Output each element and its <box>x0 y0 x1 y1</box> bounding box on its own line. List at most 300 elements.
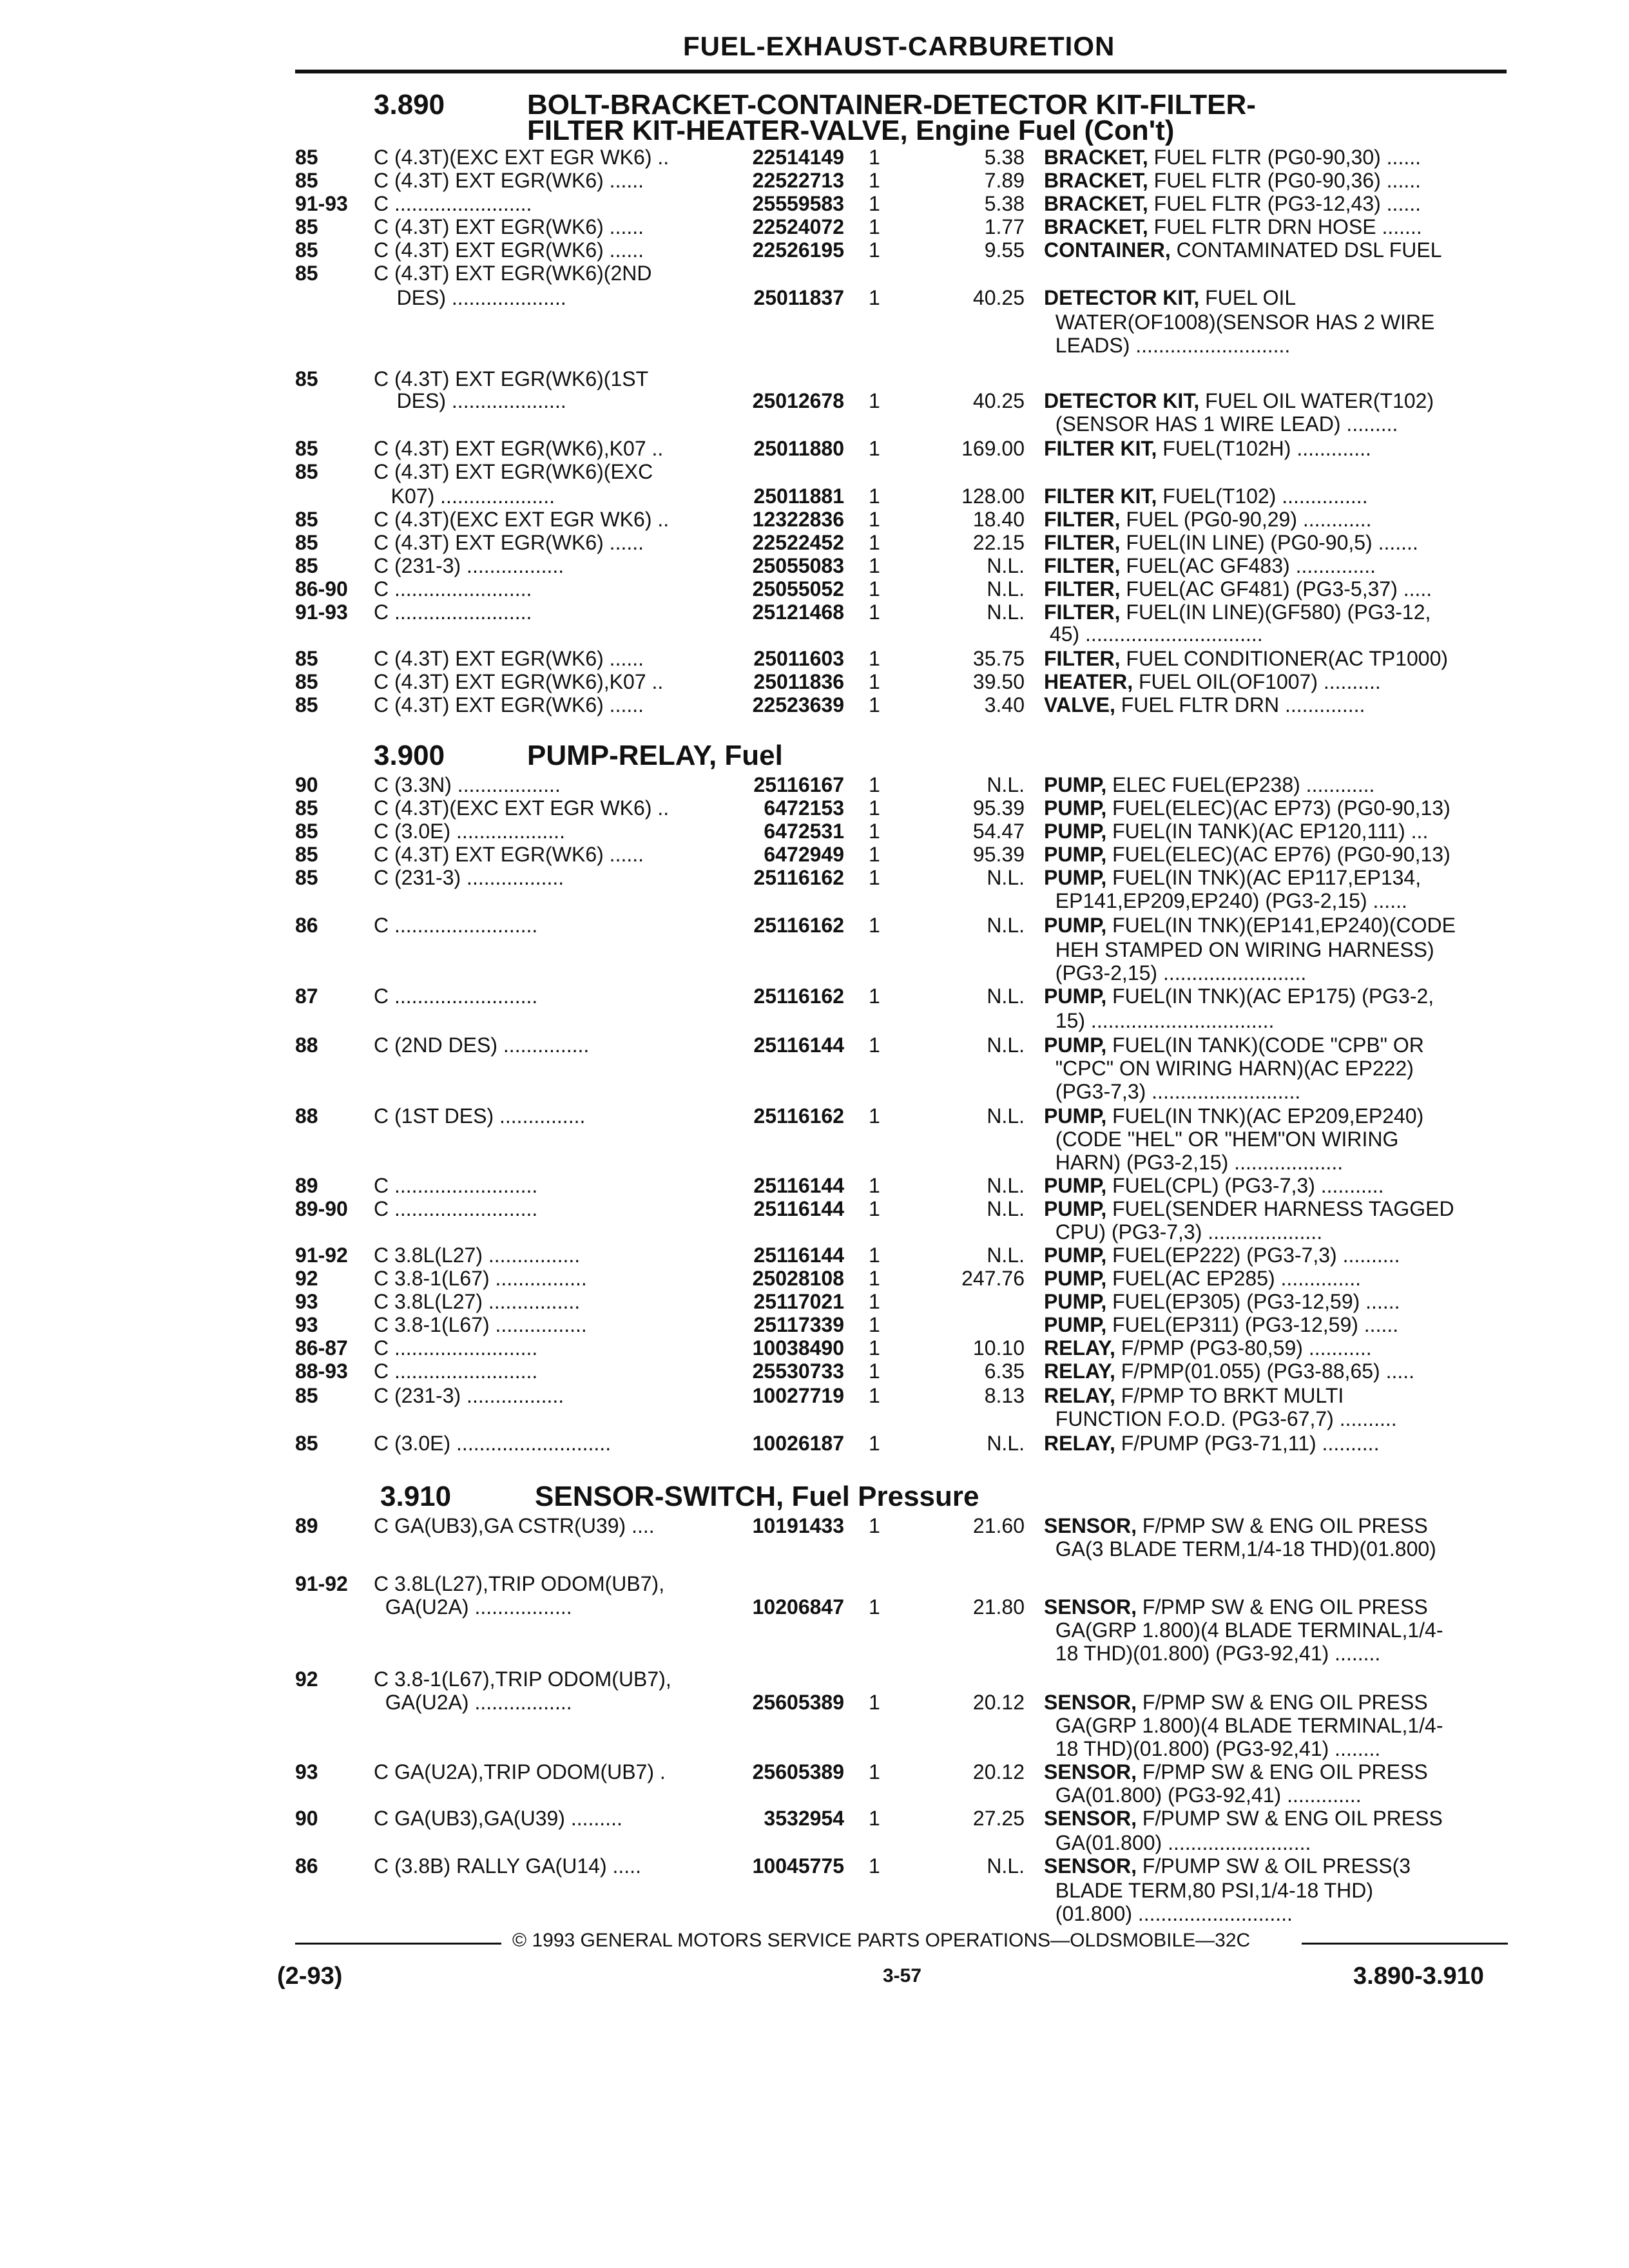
description-keyword: PUMP, <box>1044 914 1107 937</box>
quantity-cell: 1 <box>869 1760 880 1783</box>
application-cell: C (4.3T)(EXC EXT EGR WK6) .. <box>374 796 670 820</box>
application-cell: C (4.3T) EXT EGR(WK6)(2ND <box>374 262 652 285</box>
quantity-cell: 1 <box>869 554 880 577</box>
application-cell: C 3.8-1(L67) ................ <box>374 1313 587 1336</box>
part-number-cell: 25116167 <box>753 773 844 796</box>
description-keyword: PUMP, <box>1044 1313 1107 1336</box>
part-number-cell: 22524072 <box>752 215 844 238</box>
quantity-cell: 1 <box>869 1514 880 1537</box>
description-text: CONTAMINATED DSL FUEL <box>1170 238 1442 262</box>
year-cell: 90 <box>295 773 318 796</box>
description-text: FUEL(T102H) ............. <box>1157 437 1371 460</box>
quantity-cell: 1 <box>869 169 880 192</box>
description-keyword: SENSOR, <box>1044 1691 1137 1714</box>
price-cell: 1.77 <box>984 215 1025 238</box>
description-cell <box>1044 1737 1508 1760</box>
application-cell: C GA(UB3),GA CSTR(U39) .... <box>374 1514 655 1537</box>
description-cell <box>1044 1432 1508 1455</box>
description-text: GA(GRP 1.800)(4 BLADE TERMINAL,1/4- <box>1044 1619 1443 1642</box>
description-cell <box>1044 1151 1508 1174</box>
description-keyword: PUMP, <box>1044 866 1107 889</box>
description-keyword: FILTER, <box>1044 508 1121 531</box>
footer-rule-right <box>1302 1943 1508 1945</box>
year-cell: 92 <box>295 1267 318 1290</box>
description-cell <box>1044 146 1508 169</box>
year-cell: 91-93 <box>295 601 348 624</box>
price-cell: 54.47 <box>972 820 1025 843</box>
description-keyword: BRACKET, <box>1044 192 1148 215</box>
section-title-1: BOLT-BRACKET-CONTAINER-DETECTOR KIT-FILTER- <box>527 89 1256 120</box>
description-keyword: RELAY, <box>1044 1336 1115 1360</box>
description-cell <box>1044 796 1508 820</box>
year-cell: 90 <box>295 1807 318 1830</box>
quantity-cell: 1 <box>869 286 880 309</box>
description-cell <box>1044 1220 1508 1244</box>
part-number-cell: 25116144 <box>753 1174 844 1197</box>
description-text: FUNCTION F.O.D. (PG3-67,7) .......... <box>1044 1407 1397 1430</box>
price-cell: N.L. <box>987 601 1025 624</box>
description-cell <box>1044 1080 1508 1103</box>
description-cell <box>1044 1267 1508 1290</box>
description-text: FUEL(IN TANK)(AC EP120,111) ... <box>1106 820 1429 843</box>
description-text: F/PUMP SW & ENG OIL PRESS <box>1137 1807 1443 1830</box>
price-cell: N.L. <box>987 914 1025 937</box>
description-cell <box>1044 1854 1508 1878</box>
price-cell: 39.50 <box>972 670 1025 693</box>
quantity-cell: 1 <box>869 146 880 169</box>
part-number-cell: 3532954 <box>764 1807 844 1830</box>
price-cell: N.L. <box>987 1033 1025 1057</box>
part-number-cell: 25011881 <box>753 485 844 508</box>
description-text: FUEL(IN TNK)(AC EP117,EP134, <box>1106 866 1422 889</box>
quantity-cell: 1 <box>869 238 880 262</box>
part-number-cell: 25116144 <box>753 1033 844 1057</box>
quantity-cell: 1 <box>869 437 880 460</box>
description-keyword: PUMP, <box>1044 773 1107 796</box>
description-text: FUEL(ELEC)(AC EP73) (PG0-90,13) <box>1106 796 1451 820</box>
part-number-cell: 10206847 <box>752 1595 844 1619</box>
year-cell: 93 <box>295 1760 318 1783</box>
application-cell: C 3.8-1(L67),TRIP ODOM(UB7), <box>374 1667 671 1691</box>
price-cell: 3.40 <box>984 693 1025 716</box>
quantity-cell: 1 <box>869 1384 880 1407</box>
description-cell <box>1044 1360 1508 1383</box>
description-text: F/PMP (PG3-80,59) ........... <box>1115 1336 1372 1360</box>
application-cell: C (4.3T) EXT EGR(WK6) ...... <box>374 693 644 716</box>
year-cell: 88 <box>295 1033 318 1057</box>
description-text: CPU) (PG3-7,3) .................... <box>1044 1220 1323 1244</box>
description-text: F/PMP SW & ENG OIL PRESS <box>1137 1691 1428 1714</box>
quantity-cell: 1 <box>869 796 880 820</box>
description-cell <box>1044 1009 1508 1032</box>
description-text: GA(3 BLADE TERM,1/4-18 THD)(01.800) <box>1044 1537 1436 1561</box>
application-cell: C 3.8L(L27) ................ <box>374 1290 581 1313</box>
price-cell: 5.38 <box>984 192 1025 215</box>
description-text: F/PMP SW & ENG OIL PRESS <box>1137 1760 1428 1783</box>
description-cell <box>1044 1595 1508 1619</box>
year-cell: 86-90 <box>295 577 348 601</box>
description-cell <box>1044 1313 1508 1336</box>
price-cell: N.L. <box>987 554 1025 577</box>
description-text: F/PMP(01.055) (PG3-88,65) ..... <box>1115 1360 1415 1383</box>
description-text: FUEL FLTR DRN .............. <box>1115 693 1365 716</box>
application-cell: C ......................... <box>374 985 538 1008</box>
year-cell: 93 <box>295 1313 318 1336</box>
quantity-cell: 1 <box>869 1807 880 1830</box>
price-cell: 21.80 <box>972 1595 1025 1619</box>
description-text: 45) ............................... <box>1044 622 1263 646</box>
description-cell <box>1044 961 1508 985</box>
description-cell <box>1044 1174 1508 1197</box>
application-cell: C (231-3) ................. <box>374 866 564 889</box>
description-cell <box>1044 437 1508 460</box>
application-cell: C (4.3T) EXT EGR(WK6) ...... <box>374 531 644 554</box>
description-cell <box>1044 985 1508 1008</box>
price-cell: N.L. <box>987 1854 1025 1878</box>
description-text: FUEL(IN LINE)(GF580) (PG3-12, <box>1120 601 1431 624</box>
year-cell: 85 <box>295 1384 318 1407</box>
description-cell <box>1044 192 1508 215</box>
part-number-cell: 25055083 <box>752 554 844 577</box>
part-number-cell: 25117339 <box>753 1313 844 1336</box>
year-cell: 93 <box>295 1290 318 1313</box>
description-text: FUEL(AC GF481) (PG3-5,37) ..... <box>1120 577 1432 601</box>
description-text: FUEL OIL WATER(T102) <box>1199 389 1434 412</box>
price-cell: 95.39 <box>972 843 1025 866</box>
part-number-cell: 25605389 <box>752 1760 844 1783</box>
part-number-cell: 25011880 <box>753 437 844 460</box>
part-number-cell: 10027719 <box>752 1384 844 1407</box>
description-keyword: CONTAINER, <box>1044 238 1171 262</box>
description-keyword: VALVE, <box>1044 693 1115 716</box>
description-cell <box>1044 1197 1508 1220</box>
description-keyword: PUMP, <box>1044 843 1107 866</box>
part-number-cell: 25605389 <box>752 1691 844 1714</box>
price-cell: 7.89 <box>984 169 1025 192</box>
description-text: EP141,EP209,EP240) (PG3-2,15) ...... <box>1044 889 1407 912</box>
part-number-cell: 25055052 <box>752 577 844 601</box>
year-cell: 85 <box>295 554 318 577</box>
year-cell: 88 <box>295 1104 318 1128</box>
part-number-cell: 25116144 <box>753 1244 844 1267</box>
footer-rule-left <box>295 1943 501 1945</box>
part-number-cell: 22523639 <box>752 693 844 716</box>
description-cell <box>1044 1807 1508 1830</box>
application-cell: C (3.0E) ................... <box>374 820 565 843</box>
description-text: FUEL(EP305) (PG3-12,59) ...... <box>1106 1290 1400 1313</box>
part-number-cell: 10191433 <box>752 1514 844 1537</box>
description-text: F/PUMP (PG3-71,11) .......... <box>1115 1432 1380 1455</box>
application-cell: C ........................ <box>374 601 532 624</box>
year-cell: 86 <box>295 914 318 937</box>
year-cell: 85 <box>295 670 318 693</box>
part-number-cell: 10026187 <box>752 1432 844 1455</box>
part-number-cell: 25012678 <box>752 389 844 412</box>
price-cell: N.L. <box>987 866 1025 889</box>
application-cell: C 3.8L(L27),TRIP ODOM(UB7), <box>374 1572 665 1595</box>
application-cell: C (4.3T) EXT EGR(WK6) ...... <box>374 238 644 262</box>
description-text: FUEL(EP222) (PG3-7,3) .......... <box>1106 1244 1400 1267</box>
description-cell <box>1044 554 1508 577</box>
description-keyword: BRACKET, <box>1044 169 1148 192</box>
part-number-cell: 10045775 <box>752 1854 844 1878</box>
price-cell: 5.38 <box>984 146 1025 169</box>
description-cell <box>1044 1290 1508 1313</box>
year-cell: 85 <box>295 262 318 285</box>
year-cell: 91-92 <box>295 1244 348 1267</box>
application-cell: C (4.3T)(EXC EXT EGR WK6) .. <box>374 146 670 169</box>
description-text: FUEL(IN TNK)(EP141,EP240)(CODE <box>1106 914 1456 937</box>
description-cell <box>1044 914 1508 937</box>
application-cell: C ......................... <box>374 1174 538 1197</box>
description-cell <box>1044 334 1508 357</box>
part-number-cell: 6472531 <box>764 820 844 843</box>
description-keyword: PUMP, <box>1044 985 1107 1008</box>
description-cell <box>1044 1514 1508 1537</box>
part-number-cell: 25116162 <box>753 1104 844 1128</box>
quantity-cell: 1 <box>869 1336 880 1360</box>
quantity-cell: 1 <box>869 1595 880 1619</box>
footer-page-number: 3-57 <box>883 1965 922 1986</box>
part-number-cell: 25121468 <box>752 601 844 624</box>
description-keyword: FILTER KIT, <box>1044 485 1157 508</box>
section-number-1: 3.890 <box>374 89 445 120</box>
description-text: BLADE TERM,80 PSI,1/4-18 THD) <box>1044 1879 1373 1902</box>
price-cell: 18.40 <box>972 508 1025 531</box>
application-cell: C (3.3N) .................. <box>374 773 561 796</box>
description-keyword: PUMP, <box>1044 1267 1107 1290</box>
price-cell: 22.15 <box>972 531 1025 554</box>
part-number-cell: 25117021 <box>753 1290 844 1313</box>
description-cell <box>1044 1407 1508 1430</box>
part-number-cell: 25116162 <box>753 914 844 937</box>
description-cell <box>1044 1831 1508 1854</box>
quantity-cell: 1 <box>869 1197 880 1220</box>
description-cell <box>1044 773 1508 796</box>
part-number-cell: 25011836 <box>753 670 844 693</box>
description-keyword: FILTER, <box>1044 531 1121 554</box>
application-cell: C (3.0E) ........................... <box>374 1432 612 1455</box>
application-cell: C (4.3T) EXT EGR(WK6) ...... <box>374 169 644 192</box>
quantity-cell: 1 <box>869 985 880 1008</box>
description-cell <box>1044 215 1508 238</box>
description-cell <box>1044 843 1508 866</box>
description-keyword: BRACKET, <box>1044 215 1148 238</box>
description-cell <box>1044 820 1508 843</box>
year-cell: 86 <box>295 1854 318 1878</box>
description-cell <box>1044 866 1508 889</box>
year-cell: 85 <box>295 169 318 192</box>
price-cell: N.L. <box>987 1244 1025 1267</box>
quantity-cell: 1 <box>869 577 880 601</box>
application-cell: DES) .................... <box>374 286 566 309</box>
price-cell: 95.39 <box>972 796 1025 820</box>
price-cell: 8.13 <box>984 1384 1025 1407</box>
description-cell <box>1044 889 1508 912</box>
price-cell: N.L. <box>987 773 1025 796</box>
description-text: (CODE "HEL" OR "HEM"ON WIRING <box>1044 1128 1399 1151</box>
description-text: FUEL(AC GF483) .............. <box>1120 554 1376 577</box>
price-cell: 128.00 <box>961 485 1025 508</box>
description-text: HARN) (PG3-2,15) ................... <box>1044 1151 1344 1174</box>
price-cell: 27.25 <box>972 1807 1025 1830</box>
description-keyword: RELAY, <box>1044 1384 1115 1407</box>
description-text: FUEL(T102) ............... <box>1157 485 1368 508</box>
year-cell: 92 <box>295 1667 318 1691</box>
description-keyword: FILTER, <box>1044 577 1121 601</box>
description-cell <box>1044 1104 1508 1128</box>
application-cell: C GA(U2A),TRIP ODOM(UB7) . <box>374 1760 666 1783</box>
year-cell: 89 <box>295 1174 318 1197</box>
description-text: 15) ................................ <box>1044 1009 1275 1032</box>
quantity-cell: 1 <box>869 508 880 531</box>
year-cell: 85 <box>295 531 318 554</box>
description-keyword: HEATER, <box>1044 670 1133 693</box>
description-cell <box>1044 1336 1508 1360</box>
description-text: FUEL(IN LINE) (PG0-90,5) ....... <box>1120 531 1418 554</box>
application-cell: C (2ND DES) ............... <box>374 1033 590 1057</box>
description-text: GA(01.800) ......................... <box>1044 1831 1311 1854</box>
application-cell: C (231-3) ................. <box>374 1384 564 1407</box>
description-text: 18 THD)(01.800) (PG3-92,41) ........ <box>1044 1737 1381 1760</box>
application-cell: C (4.3T) EXT EGR(WK6) ...... <box>374 843 644 866</box>
application-cell: C (4.3T) EXT EGR(WK6),K07 .. <box>374 670 664 693</box>
header-rule <box>295 70 1507 73</box>
description-keyword: PUMP, <box>1044 1197 1107 1220</box>
part-number-cell: 22522452 <box>752 531 844 554</box>
description-keyword: SENSOR, <box>1044 1760 1137 1783</box>
description-text: FUEL(AC EP285) .............. <box>1106 1267 1361 1290</box>
description-cell <box>1044 412 1508 436</box>
part-number-cell: 25559583 <box>752 192 844 215</box>
price-cell: N.L. <box>987 985 1025 1008</box>
description-cell <box>1044 1057 1508 1080</box>
section-number-3: 3.910 <box>380 1481 452 1512</box>
quantity-cell: 1 <box>869 1104 880 1128</box>
footer-copyright: © 1993 GENERAL MOTORS SERVICE PARTS OPERATIONS—OLDSMOBILE—32C <box>512 1930 1251 1951</box>
quantity-cell: 1 <box>869 192 880 215</box>
application-cell: C ......................... <box>374 1336 538 1360</box>
year-cell: 86-87 <box>295 1336 348 1360</box>
price-cell: N.L. <box>987 1174 1025 1197</box>
description-cell <box>1044 647 1508 670</box>
year-cell: 85 <box>295 693 318 716</box>
application-cell: C (3.8B) RALLY GA(U14) ..... <box>374 1854 641 1878</box>
year-cell: 91-92 <box>295 1572 348 1595</box>
footer-date: (2-93) <box>277 1963 343 1990</box>
quantity-cell: 1 <box>869 601 880 624</box>
description-keyword: SENSOR, <box>1044 1854 1137 1878</box>
application-cell: C (4.3T)(EXC EXT EGR WK6) .. <box>374 508 670 531</box>
description-keyword: RELAY, <box>1044 1432 1115 1455</box>
description-cell <box>1044 485 1508 508</box>
application-cell: C (4.3T) EXT EGR(WK6)(1ST <box>374 367 649 390</box>
quantity-cell: 1 <box>869 820 880 843</box>
part-number-cell: 6472153 <box>764 796 844 820</box>
description-keyword: PUMP, <box>1044 1033 1107 1057</box>
price-cell: 40.25 <box>972 389 1025 412</box>
description-cell <box>1044 1619 1508 1642</box>
description-keyword: BRACKET, <box>1044 146 1148 169</box>
description-keyword: RELAY, <box>1044 1360 1115 1383</box>
description-cell <box>1044 286 1508 309</box>
year-cell: 89-90 <box>295 1197 348 1220</box>
quantity-cell: 1 <box>869 1267 880 1290</box>
description-cell <box>1044 1128 1508 1151</box>
section-title-2: PUMP-RELAY, Fuel <box>527 740 783 771</box>
page-header: FUEL-EXHAUST-CARBURETION <box>683 31 1115 61</box>
application-cell: C ......................... <box>374 1360 538 1383</box>
description-cell <box>1044 1384 1508 1407</box>
quantity-cell: 1 <box>869 866 880 889</box>
year-cell: 87 <box>295 985 318 1008</box>
year-cell: 85 <box>295 843 318 866</box>
description-text: FUEL FLTR (PG0-90,30) ...... <box>1148 146 1421 169</box>
description-keyword: FILTER, <box>1044 647 1121 670</box>
description-text: GA(01.800) (PG3-92,41) ............. <box>1044 1783 1362 1807</box>
description-cell <box>1044 1537 1508 1561</box>
description-text: FUEL FLTR (PG0-90,36) ...... <box>1148 169 1421 192</box>
part-number-cell: 25116162 <box>753 866 844 889</box>
description-text: ELEC FUEL(EP238) ............ <box>1106 773 1375 796</box>
year-cell: 85 <box>295 215 318 238</box>
description-text: FUEL(EP311) (PG3-12,59) ...... <box>1106 1313 1399 1336</box>
year-cell: 91-93 <box>295 192 348 215</box>
description-text: F/PMP SW & ENG OIL PRESS <box>1137 1514 1428 1537</box>
quantity-cell: 1 <box>869 914 880 937</box>
description-text: FUEL(IN TANK)(CODE "CPB" OR <box>1106 1033 1424 1057</box>
year-cell: 89 <box>295 1514 318 1537</box>
price-cell: 247.76 <box>961 1267 1025 1290</box>
application-cell: C (231-3) ................. <box>374 554 564 577</box>
description-text: FUEL(ELEC)(AC EP76) (PG0-90,13) <box>1106 843 1451 866</box>
description-keyword: FILTER, <box>1044 601 1121 624</box>
application-cell: GA(U2A) ................. <box>374 1595 572 1619</box>
description-keyword: PUMP, <box>1044 796 1107 820</box>
application-cell: C GA(UB3),GA(U39) ......... <box>374 1807 622 1830</box>
description-text: FUEL(SENDER HARNESS TAGGED <box>1106 1197 1454 1220</box>
quantity-cell: 1 <box>869 1360 880 1383</box>
part-number-cell: 25116162 <box>753 985 844 1008</box>
price-cell: N.L. <box>987 1197 1025 1220</box>
application-cell: C 3.8-1(L67) ................ <box>374 1267 587 1290</box>
price-cell: 6.35 <box>984 1360 1025 1383</box>
price-cell: N.L. <box>987 1432 1025 1455</box>
description-text: 18 THD)(01.800) (PG3-92,41) ........ <box>1044 1642 1381 1665</box>
description-text: FUEL CONDITIONER(AC TP1000) <box>1120 647 1449 670</box>
description-cell <box>1044 1691 1508 1714</box>
description-cell <box>1044 1760 1508 1783</box>
section-title-1-cont: FILTER KIT-HEATER-VALVE, Engine Fuel (Con't) <box>527 115 1175 146</box>
description-keyword: FILTER KIT, <box>1044 437 1157 460</box>
quantity-cell: 1 <box>869 647 880 670</box>
part-number-cell: 22526195 <box>752 238 844 262</box>
quantity-cell: 1 <box>869 1174 880 1197</box>
description-text: GA(GRP 1.800)(4 BLADE TERMINAL,1/4- <box>1044 1714 1443 1737</box>
description-cell <box>1044 238 1508 262</box>
section-number-2: 3.900 <box>374 740 445 771</box>
quantity-cell: 1 <box>869 1854 880 1878</box>
description-text: (PG3-7,3) .......................... <box>1044 1080 1301 1103</box>
application-cell: GA(U2A) ................. <box>374 1691 572 1714</box>
description-cell <box>1044 389 1508 412</box>
part-number-cell: 12322836 <box>752 508 844 531</box>
application-cell: C (4.3T) EXT EGR(WK6) ...... <box>374 647 644 670</box>
year-cell: 85 <box>295 238 318 262</box>
price-cell: N.L. <box>987 577 1025 601</box>
price-cell: 20.12 <box>972 1760 1025 1783</box>
quantity-cell: 1 <box>869 1033 880 1057</box>
